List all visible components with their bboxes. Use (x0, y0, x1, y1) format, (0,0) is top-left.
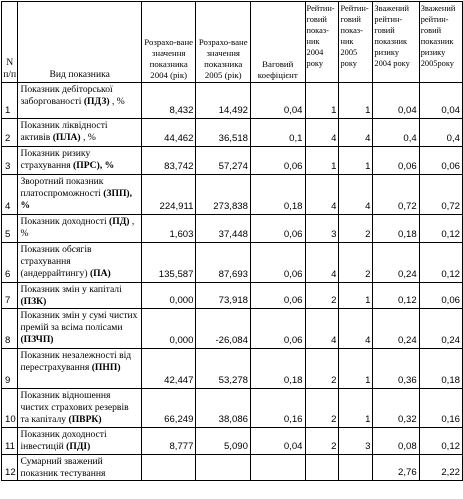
weighted-risk-2004: 2,76 (373, 455, 419, 481)
calculated-value-2004 (141, 455, 196, 481)
header-calculated-2005: Розрахо-ване значення показника 2005 (рік) (196, 2, 251, 83)
row-number: 12 (2, 455, 18, 481)
weighted-risk-2005: 0,18 (419, 349, 462, 389)
indicator-title: Зворотний показник платоспроможності (20, 176, 104, 199)
weight-coefficient: 0,06 (250, 147, 305, 175)
weight-coefficient: 0,06 (250, 309, 305, 349)
table-header-row (2, 2, 463, 83)
table-row (2, 119, 463, 147)
weighted-risk-2005: 0,06 (419, 283, 462, 309)
rating-2004: 2 (305, 349, 339, 389)
row-number: 4 (2, 175, 18, 215)
rating-2004: 4 (305, 309, 339, 349)
calculated-value-2005: 37,448 (196, 215, 251, 243)
header-weighted-risk-2005: Зважений рейтин-говий показник ризику 2005року (419, 2, 462, 83)
rating-2005: 4 (339, 309, 373, 349)
table-row (2, 147, 463, 175)
rating-2004: 2 (305, 283, 339, 309)
header-weight-coefficient: Ваговий коефіцієнт (250, 2, 305, 83)
rating-2004: 2 (305, 389, 339, 428)
weighted-risk-2005: 0,72 (419, 175, 462, 215)
indicator-title: Показник ризику страхування (20, 148, 91, 171)
indicator-unit: , % (99, 160, 115, 171)
row-number: 5 (2, 215, 18, 243)
indicator-title: Показник дебіторської заборгованості (20, 84, 113, 107)
calculated-value-2004: 0,000 (141, 309, 196, 349)
indicator-name (18, 309, 141, 349)
rating-2004: 2 (305, 428, 339, 455)
rating-2005: 2 (339, 243, 373, 283)
table-row (2, 349, 463, 389)
row-number: 1 (2, 83, 18, 119)
rating-2004: 4 (305, 175, 339, 215)
rating-2005: 1 (339, 83, 373, 119)
weight-coefficient: 0,18 (250, 349, 305, 389)
weight-coefficient: 0,04 (250, 428, 305, 455)
indicator-abbreviation: (ПД) (109, 216, 130, 227)
calculated-value-2004: 1,603 (141, 215, 196, 243)
indicator-name (18, 83, 141, 119)
calculated-value-2004: 42,447 (141, 349, 196, 389)
indicator-abbreviation: (ПРС) (73, 160, 100, 171)
table-row (2, 309, 463, 349)
weight-coefficient: 0,06 (250, 243, 305, 283)
table-row (2, 243, 463, 283)
table-row (2, 83, 463, 119)
indicator-abbreviation: (ПДІ) (66, 441, 91, 452)
indicator-name (18, 428, 141, 455)
calculated-value-2005: 73,918 (196, 283, 251, 309)
table-row (2, 215, 463, 243)
indicator-unit: , % (20, 188, 133, 211)
calculated-value-2005: 53,278 (196, 349, 251, 389)
weighted-risk-2004: 0,18 (373, 215, 419, 243)
table-row (2, 455, 463, 481)
indicator-name (18, 455, 141, 481)
indicator-title: Показник доходності (20, 216, 110, 227)
row-number: 11 (2, 428, 18, 455)
calculated-value-2005: 5,090 (196, 428, 251, 455)
calculated-value-2005: 57,274 (196, 147, 251, 175)
rating-2005: 3 (339, 428, 373, 455)
weight-coefficient: 0,04 (250, 83, 305, 119)
indicator-title: Показник відношення чистих страхових резервів та капіталу (20, 390, 129, 425)
weighted-risk-2004: 0,24 (373, 309, 419, 349)
rating-2005: 1 (339, 147, 373, 175)
weighted-risk-2005: 0,12 (419, 215, 462, 243)
weight-coefficient: 0,06 (250, 283, 305, 309)
indicator-abbreviation: (ПЗЧП) (20, 334, 54, 345)
calculated-value-2004: 44,462 (141, 119, 196, 147)
indicator-title: Показник змін у капіталі (20, 284, 122, 295)
weighted-risk-2005: 0,12 (419, 428, 462, 455)
weighted-risk-2005: 0,12 (419, 243, 462, 283)
calculated-value-2005: 36,518 (196, 119, 251, 147)
table-row (2, 175, 463, 215)
calculated-value-2004: 135,587 (141, 243, 196, 283)
weight-coefficient: 0,06 (250, 215, 305, 243)
row-number: 2 (2, 119, 18, 147)
indicator-title: Показник ліквідності активів (20, 120, 108, 143)
weighted-risk-2005: 0,16 (419, 389, 462, 428)
calculated-value-2005: 273,838 (196, 175, 251, 215)
row-number: 9 (2, 349, 18, 389)
risk-indicators-table (1, 1, 463, 481)
indicator-unit: , % (109, 96, 125, 107)
weighted-risk-2004: 0,4 (373, 119, 419, 147)
indicator-unit: , % (20, 216, 135, 239)
header-weighted-risk-2004: Зважений рейтин-говий показник ризику 2004 року (373, 2, 419, 83)
weight-coefficient: 0,1 (250, 119, 305, 147)
calculated-value-2004: 0,000 (141, 283, 196, 309)
header-number: N п/п (2, 2, 18, 83)
indicator-abbreviation: (ПНП) (91, 362, 121, 373)
weighted-risk-2004: 0,32 (373, 389, 419, 428)
indicator-name (18, 349, 141, 389)
header-rating-2005: Рейтин-говий показ-ник 2005 року (339, 2, 373, 83)
calculated-value-2005: -26,084 (196, 309, 251, 349)
indicator-name (18, 243, 141, 283)
row-number: 8 (2, 309, 18, 349)
indicator-name (18, 389, 141, 428)
table-row (2, 283, 463, 309)
weighted-risk-2005: 2,22 (419, 455, 462, 481)
table-row (2, 389, 463, 428)
indicator-name (18, 215, 141, 243)
indicator-abbreviation: (ПЛА) (52, 132, 81, 143)
indicator-name (18, 119, 141, 147)
table-row (2, 428, 463, 455)
indicator-name (18, 175, 141, 215)
weight-coefficient: 0,16 (250, 389, 305, 428)
indicator-abbreviation: (ПВРК) (68, 414, 102, 425)
indicator-name (18, 283, 141, 309)
indicator-title: Показник обсягів страхування (андеррайтингу) (20, 244, 92, 279)
calculated-value-2004: 8,777 (141, 428, 196, 455)
header-indicator-type: Вид показника (18, 2, 141, 83)
calculated-value-2004: 83,742 (141, 147, 196, 175)
rating-2005: 1 (339, 283, 373, 309)
weighted-risk-2004: 0,36 (373, 349, 419, 389)
rating-2004: 1 (305, 83, 339, 119)
rating-2004: 1 (305, 147, 339, 175)
indicator-abbreviation: (ПЗК) (20, 296, 47, 307)
weighted-risk-2005: 0,4 (419, 119, 462, 147)
rating-2005: 4 (339, 175, 373, 215)
rating-2005: 2 (339, 215, 373, 243)
weighted-risk-2004: 0,72 (373, 175, 419, 215)
weighted-risk-2004: 0,12 (373, 283, 419, 309)
indicator-title: Показник доходності інвестицій (20, 429, 107, 452)
indicator-abbreviation: (ЗПП) (103, 188, 130, 199)
rating-2004: 4 (305, 243, 339, 283)
rating-2005: 4 (339, 119, 373, 147)
header-rating-2004: Рейтин-говий показ-ник 2004 року (305, 2, 339, 83)
rating-2004: 3 (305, 215, 339, 243)
calculated-value-2004: 8,432 (141, 83, 196, 119)
rating-2004 (305, 455, 339, 481)
weighted-risk-2005: 0,04 (419, 83, 462, 119)
header-calculated-2004: Розрахо-ване значення показника 2004 (рік) (141, 2, 196, 83)
calculated-value-2005 (196, 455, 251, 481)
indicator-title: Показник змін у сумі чистих премій за всіма полісами (20, 310, 138, 333)
weighted-risk-2004: 0,04 (373, 83, 419, 119)
weight-coefficient (250, 455, 305, 481)
indicator-name (18, 147, 141, 175)
calculated-value-2005: 14,492 (196, 83, 251, 119)
rating-2005: 1 (339, 389, 373, 428)
indicator-abbreviation: (ПА) (89, 268, 111, 279)
row-number: 7 (2, 283, 18, 309)
indicator-abbreviation: (ПДЗ) (83, 96, 110, 107)
rating-2005: 1 (339, 349, 373, 389)
calculated-value-2004: 66,249 (141, 389, 196, 428)
calculated-value-2005: 38,086 (196, 389, 251, 428)
rating-2004: 4 (305, 119, 339, 147)
calculated-value-2005: 87,693 (196, 243, 251, 283)
rating-2005 (339, 455, 373, 481)
weighted-risk-2005: 0,06 (419, 147, 462, 175)
row-number: 3 (2, 147, 18, 175)
weighted-risk-2005: 0,24 (419, 309, 462, 349)
weighted-risk-2004: 0,06 (373, 147, 419, 175)
indicator-unit: , % (80, 132, 96, 143)
weight-coefficient: 0,18 (250, 175, 305, 215)
row-number: 10 (2, 389, 18, 428)
row-number: 6 (2, 243, 18, 283)
weighted-risk-2004: 0,08 (373, 428, 419, 455)
weighted-risk-2004: 0,24 (373, 243, 419, 283)
indicator-title: Показник незалежності від перестрахування (20, 350, 132, 373)
indicator-title: Сумарний зважений показник тестування (20, 456, 106, 479)
calculated-value-2004: 224,911 (141, 175, 196, 215)
